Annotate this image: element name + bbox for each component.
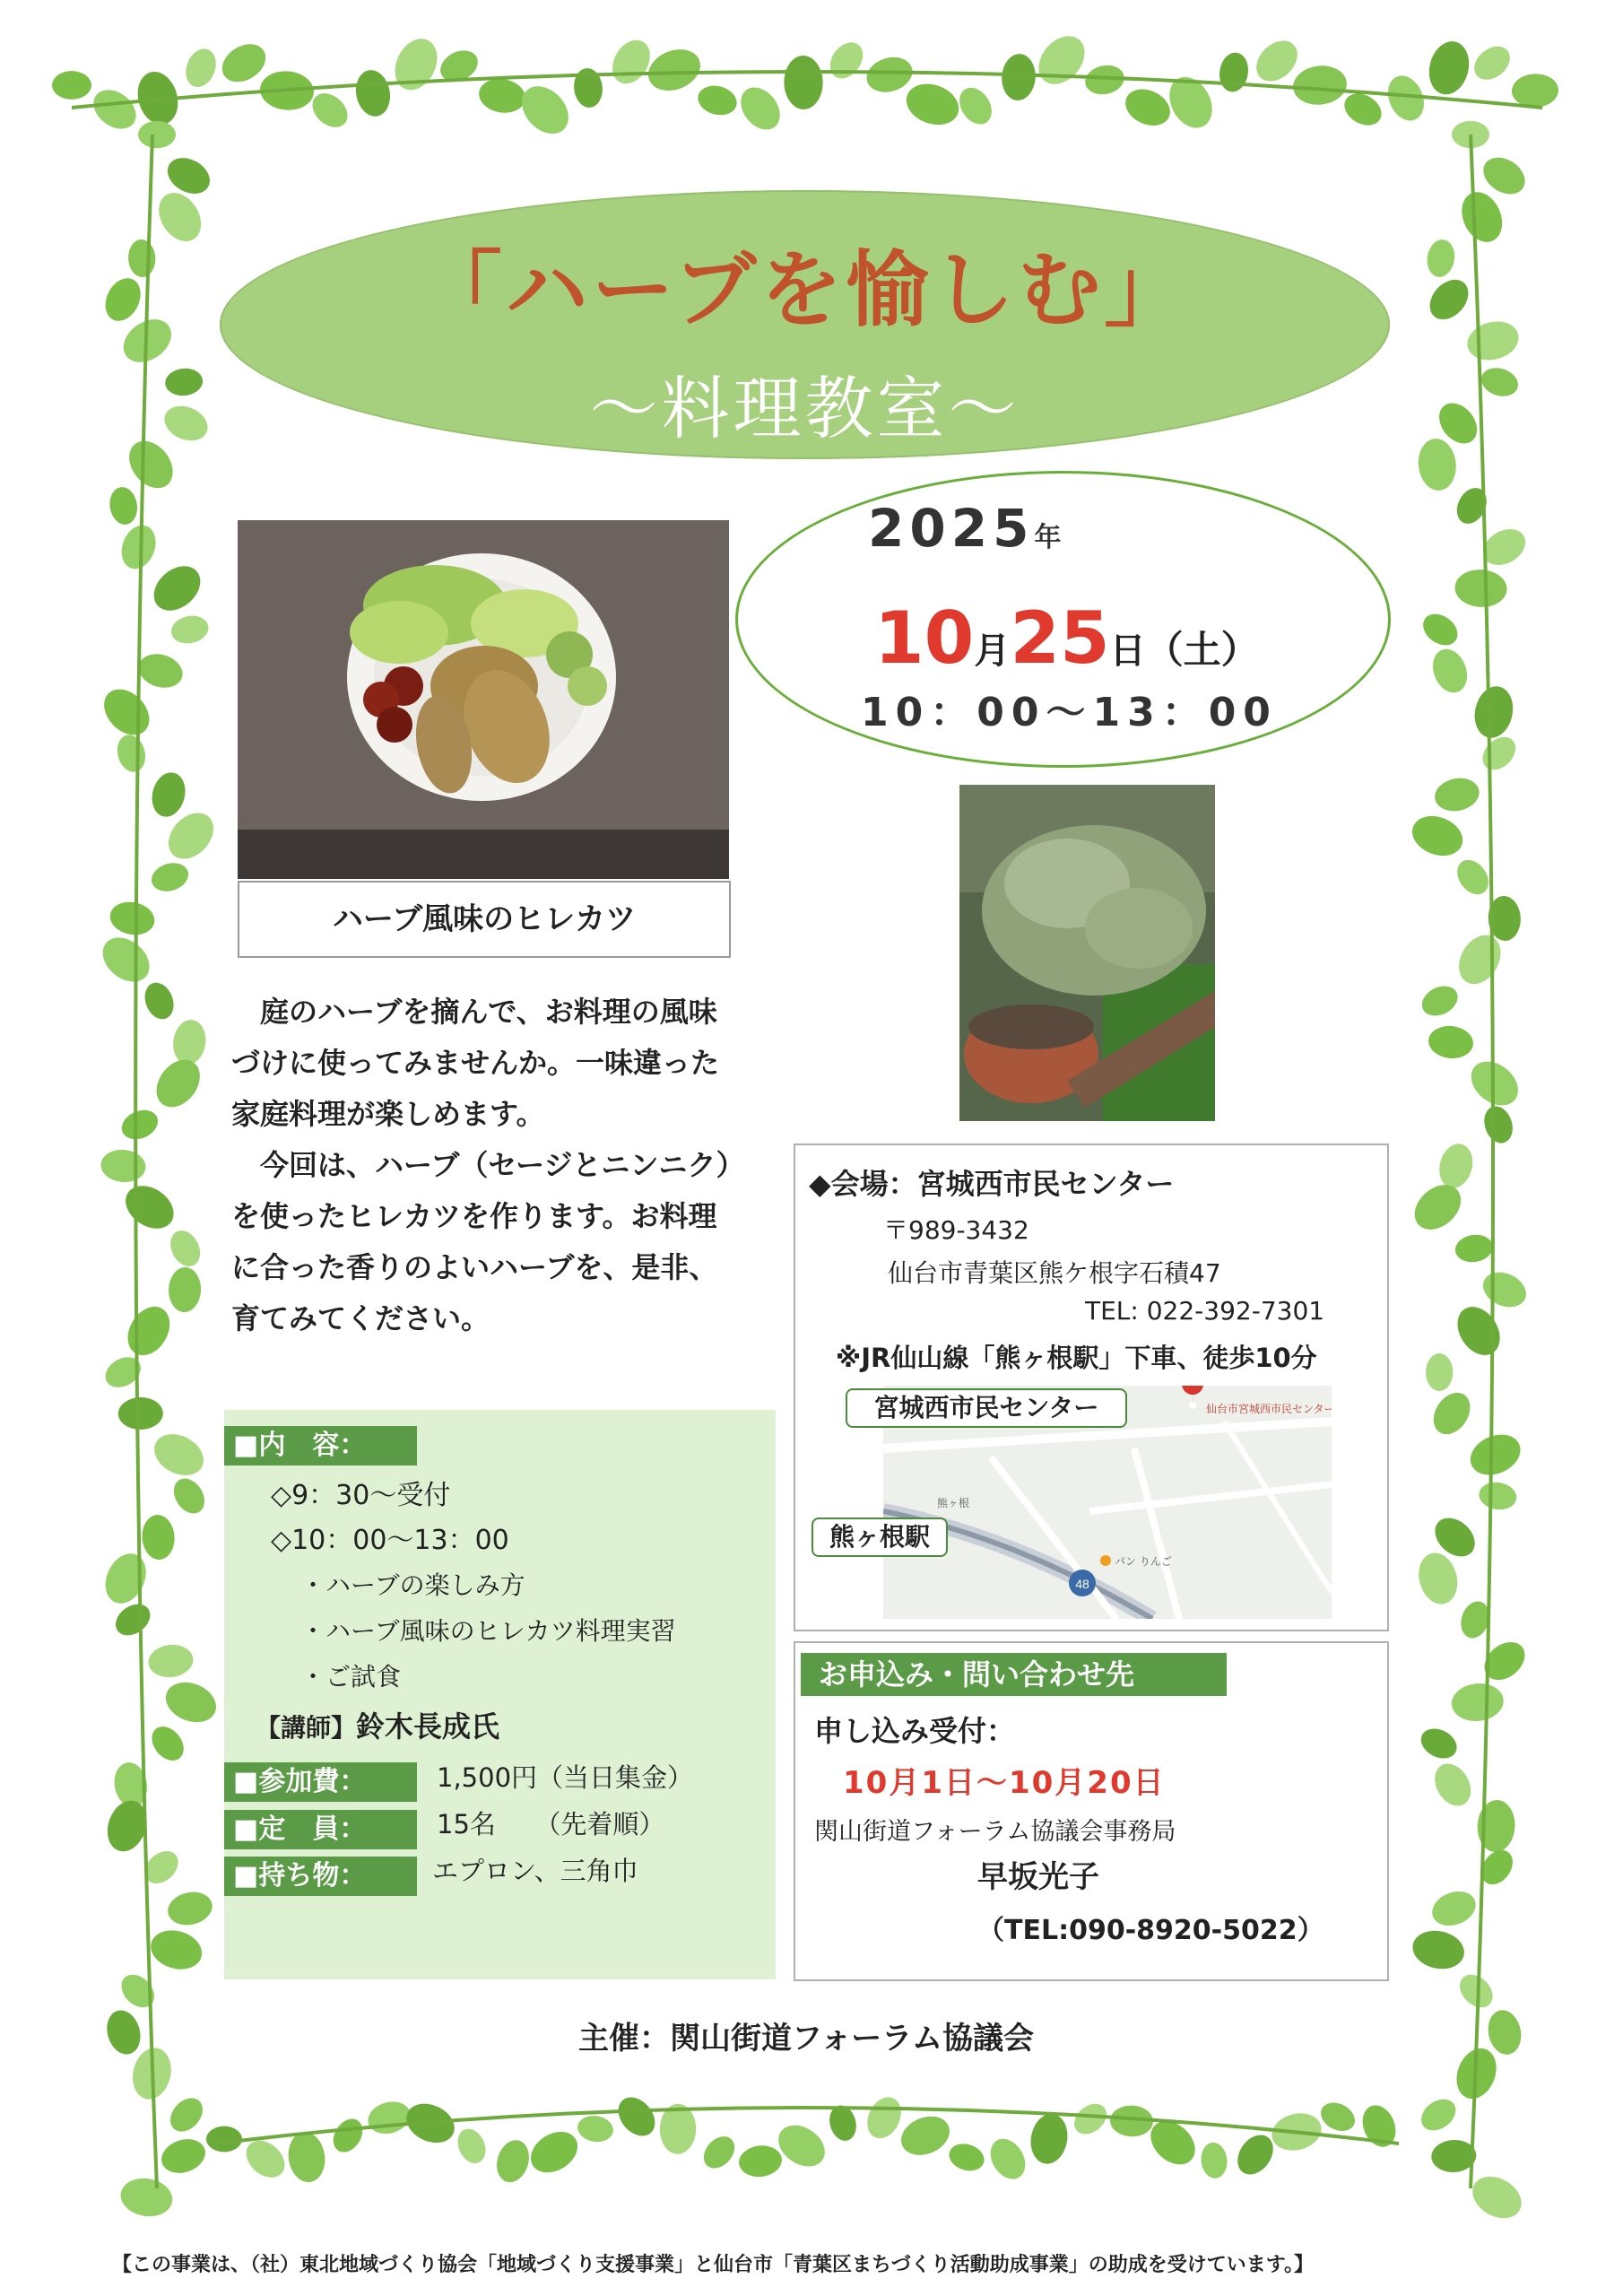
leaf-shape — [148, 769, 190, 820]
leaf-shape — [900, 77, 964, 132]
leaf-shape — [1428, 1885, 1481, 1932]
leaf-shape — [100, 1351, 146, 1393]
venue-tel: TEL: 022-392-7301 — [1085, 1296, 1325, 1326]
vine-right — [1406, 121, 1532, 2227]
leaf-shape — [98, 1547, 153, 1610]
leaf-shape — [102, 2006, 145, 2058]
leaf-shape — [1478, 363, 1522, 401]
page-title: 「ハーブを愉しむ」 — [419, 242, 1191, 338]
date-day — [874, 596, 1259, 680]
leaf-shape — [1424, 37, 1474, 99]
leaf-shape — [147, 1426, 211, 1483]
intro-text — [231, 987, 769, 1344]
map-small-label-1: 熊ヶ根 — [937, 1497, 970, 1509]
leaf-shape — [1470, 683, 1517, 741]
leaf-shape — [165, 1888, 216, 1929]
instructor-line — [256, 1704, 499, 1745]
footer-note: 【この事業は、（社）東北地域づくり協会「地域づくり支援事業」と仙台市「青葉区まちづくり活動助成事業」の助成を受けています。】 — [112, 2254, 1315, 2276]
leaf-shape — [95, 681, 158, 744]
leaf-shape — [823, 36, 869, 84]
instructor-label: 【講師】 — [256, 1713, 357, 1743]
cutlet-plate-image — [238, 520, 729, 879]
leaf-shape — [1449, 1299, 1509, 1362]
content-item: ◇9：30～受付 — [271, 1480, 451, 1511]
leaf-shape — [170, 1018, 209, 1067]
leaf-shape — [784, 56, 823, 110]
leaf-shape — [127, 239, 156, 278]
leaf-shape — [165, 1225, 206, 1271]
leaf-shape — [180, 45, 221, 91]
leaf-shape — [863, 52, 917, 98]
leaf-shape — [861, 2092, 907, 2144]
vine-left — [94, 121, 222, 2221]
year-unit: 年 — [1034, 522, 1067, 553]
leaf-shape — [1217, 50, 1251, 93]
leaf-shape — [168, 1473, 211, 1519]
leaf-shape — [1478, 1265, 1532, 1313]
leaf-shape — [1415, 2092, 1462, 2136]
leaf-shape — [1001, 53, 1037, 101]
apply-office: 関山街道フォーラム協議会事務局 — [814, 1818, 1176, 1846]
leaf-shape — [1291, 63, 1350, 108]
date-time: 10：00～13：00 — [861, 690, 1278, 735]
leaf-shape — [1428, 1757, 1478, 1812]
leaf-shape — [1454, 1232, 1495, 1265]
leaf-shape — [141, 1514, 176, 1561]
content-header: ■内 容： — [224, 1426, 417, 1465]
leaf-shape — [157, 2134, 210, 2179]
leaf-shape — [168, 1266, 202, 1312]
day-number: 25 — [1010, 596, 1110, 680]
leaf-shape — [146, 1925, 206, 1975]
leaf-shape — [159, 400, 213, 448]
leaf-shape — [513, 77, 578, 143]
content-subitem: ・ハーブの楽しみ方 — [300, 1570, 525, 1600]
leaf-shape — [984, 2133, 1032, 2186]
vine-top — [52, 27, 1559, 143]
fee-label: ■参加費： — [224, 1762, 417, 1802]
leaf-shape — [146, 1642, 195, 1680]
intro-line: を使ったヒレカツを作ります。お料理 — [231, 1199, 717, 1233]
leaf-shape — [140, 978, 178, 1023]
leaf-shape — [109, 1597, 156, 1641]
leaf-shape — [86, 82, 143, 136]
leaf-shape — [1417, 607, 1463, 651]
leaf-shape — [611, 2091, 662, 2144]
leaf-shape — [118, 1397, 164, 1431]
leaf-shape — [605, 33, 658, 91]
leaf-shape — [1476, 730, 1522, 776]
leaf-shape — [1407, 809, 1469, 863]
leaf-shape — [145, 557, 209, 620]
map-callout-center — [846, 1388, 1127, 1428]
leaf-shape — [148, 1051, 209, 1115]
apply-person: 早坂光子 — [977, 1859, 1099, 1895]
leaf-shape — [164, 367, 204, 397]
leaf-shape — [1417, 980, 1462, 1022]
intro-line: 家庭料理が楽しめます。 — [231, 1097, 545, 1131]
leaf-shape — [151, 185, 210, 248]
leaf-shape — [116, 520, 161, 573]
leaf-shape — [1451, 854, 1495, 900]
leaf-shape — [160, 1675, 221, 1729]
leaf-shape — [1425, 238, 1457, 279]
year-number: 2025 — [868, 498, 1035, 559]
map-label-center: 宮城西市民センター — [873, 1393, 1099, 1422]
leaf-shape — [108, 899, 158, 939]
leaf-shape — [161, 151, 216, 201]
capacity-value: 15名 （先着順） — [437, 1809, 665, 1839]
leaf-shape — [1463, 316, 1523, 365]
map-small-label-2: パン りんご — [1115, 1555, 1172, 1568]
photo-caption: ハーブ風味のヒレカツ — [238, 881, 731, 958]
venue-access: ※JR仙山線「熊ヶ根駅」下車、徒歩10分 — [836, 1343, 1317, 1373]
leaf-shape — [386, 31, 445, 97]
leaf-shape — [99, 273, 147, 327]
bring-label: ■持ち物： — [224, 1857, 417, 1896]
month-number: 10 — [874, 596, 975, 680]
leaf-shape — [1416, 1723, 1462, 1764]
organizer: 主催：関山街道フォーラム協議会 — [578, 2021, 1034, 2057]
leaf-shape — [352, 67, 395, 119]
leaf-shape — [115, 1968, 161, 2013]
intro-line: 今回は、ハーブ（セージとニンニク） — [260, 1148, 745, 1182]
leaf-shape — [145, 1720, 190, 1767]
leaf-shape — [119, 1299, 178, 1362]
leaf-shape — [698, 2130, 741, 2174]
date-year — [868, 498, 1066, 559]
leaf-shape — [113, 732, 149, 775]
leaf-shape — [1454, 569, 1507, 609]
leaf-shape — [1465, 2168, 1529, 2226]
weekday: （土） — [1145, 628, 1259, 672]
leaf-shape — [117, 1177, 181, 1237]
intro-line: 育てみてください。 — [231, 1301, 490, 1335]
map-callout-station — [812, 1518, 948, 1557]
apply-period: 10月1日～10月20日 — [843, 1765, 1166, 1801]
leaf-shape — [1511, 73, 1558, 108]
apply-label: 申し込み受付： — [814, 1714, 1016, 1748]
leaf-shape — [576, 2113, 615, 2144]
sage-plant-image — [959, 785, 1215, 1121]
leaf-shape — [1464, 1427, 1527, 1483]
leaf-shape — [100, 1148, 147, 1184]
leaf-shape — [524, 2124, 586, 2181]
leaf-shape — [1484, 2007, 1525, 2057]
leaf-shape — [52, 71, 91, 100]
food-photo — [238, 520, 729, 879]
content-subitem: ・ハーブ風味のヒレカツ料理実習 — [300, 1616, 676, 1646]
venue-label: ◆会場：宮城西市民センター — [809, 1167, 1175, 1201]
leaf-shape — [1435, 1140, 1478, 1192]
month-unit: 月 — [974, 631, 1011, 672]
leaf-shape — [285, 2130, 328, 2185]
leaf-shape — [453, 2125, 491, 2168]
leaf-shape — [476, 75, 528, 117]
bring-value: エプロン、三角巾 — [432, 1856, 638, 1886]
leaf-shape — [117, 2174, 175, 2220]
intro-line: に合った香りのよいハーブを、是非、 — [231, 1250, 718, 1284]
leaf-shape — [1316, 2097, 1360, 2136]
leaf-shape — [135, 648, 187, 692]
leaf-shape — [94, 928, 158, 990]
leaf-shape — [1413, 1549, 1462, 1609]
leaf-shape — [1480, 1102, 1517, 1146]
leaf-shape — [1468, 39, 1516, 86]
herb-photo — [959, 785, 1215, 1121]
venue-address: 仙台市青葉区熊ケ根字石積47 — [888, 1258, 1221, 1288]
leaf-shape — [642, 42, 707, 99]
leaf-shape — [737, 2144, 784, 2179]
leaf-shape — [1426, 1353, 1453, 1391]
content-item: ◇10：00～13：00 — [271, 1525, 509, 1556]
leaf-shape — [953, 82, 999, 130]
leaf-shape — [138, 121, 176, 148]
leaf-shape — [1477, 1634, 1532, 1687]
leaf-shape — [1068, 2098, 1112, 2141]
leaf-shape — [1200, 2141, 1229, 2179]
map-label-station: 熊ヶ根駅 — [829, 1522, 930, 1552]
vine-bottom — [206, 2091, 1402, 2187]
leaf-shape — [946, 2139, 988, 2175]
leaf-shape — [1426, 1386, 1477, 1441]
leaf-shape — [164, 2092, 210, 2137]
leaf-shape — [327, 2113, 369, 2157]
leaf-shape — [1422, 272, 1476, 326]
leaf-shape — [1029, 27, 1094, 93]
instructor-name: 鈴木長成氏 — [356, 1709, 500, 1744]
leaf-shape — [1432, 774, 1482, 815]
leaf-shape — [695, 82, 741, 119]
leaf-shape — [1427, 644, 1473, 698]
leaf-shape — [733, 80, 788, 137]
venue-postal: 〒989-3432 — [883, 1215, 1029, 1245]
leaf-shape — [1451, 483, 1492, 528]
capacity-label: ■定 員： — [224, 1810, 417, 1849]
leaf-shape — [117, 1105, 163, 1145]
leaf-shape — [206, 2126, 242, 2152]
fee-value: 1,500円（当日集金） — [437, 1762, 694, 1793]
apply-tel: （TEL:090-8920-5022） — [977, 1915, 1324, 1946]
leaf-shape — [108, 485, 140, 526]
apply-header: お申込み・問い合わせ先 — [801, 1653, 1227, 1696]
leaf-shape — [1477, 1480, 1518, 1512]
leaf-shape — [1454, 186, 1510, 248]
map-route-number: 48 — [1075, 1577, 1089, 1591]
map-pin-text: 仙台市宮城西市民センター — [1206, 1403, 1332, 1415]
leaf-shape — [1477, 150, 1532, 201]
leaf-shape — [120, 432, 182, 496]
leaf-shape — [169, 613, 211, 647]
leaf-shape — [1427, 1023, 1474, 1060]
leaf-shape — [1450, 1681, 1506, 1724]
day-unit: 日 — [1109, 631, 1146, 672]
leaf-shape — [491, 2136, 534, 2187]
leaf-shape — [1120, 83, 1176, 133]
leaf-shape — [1409, 1926, 1467, 1974]
leaf-shape — [1027, 2111, 1071, 2167]
intro-line: づけに使ってみませんか。一味違った — [231, 1046, 720, 1080]
page-subtitle: ～料理教室～ — [589, 369, 1020, 448]
leaf-shape — [895, 2109, 955, 2162]
leaf-shape — [148, 858, 192, 896]
content-subitem: ・ご試食 — [300, 1662, 402, 1692]
leaf-shape — [1416, 437, 1459, 492]
intro-line: 庭のハーブを摘んで、お料理の風味 — [260, 995, 717, 1029]
